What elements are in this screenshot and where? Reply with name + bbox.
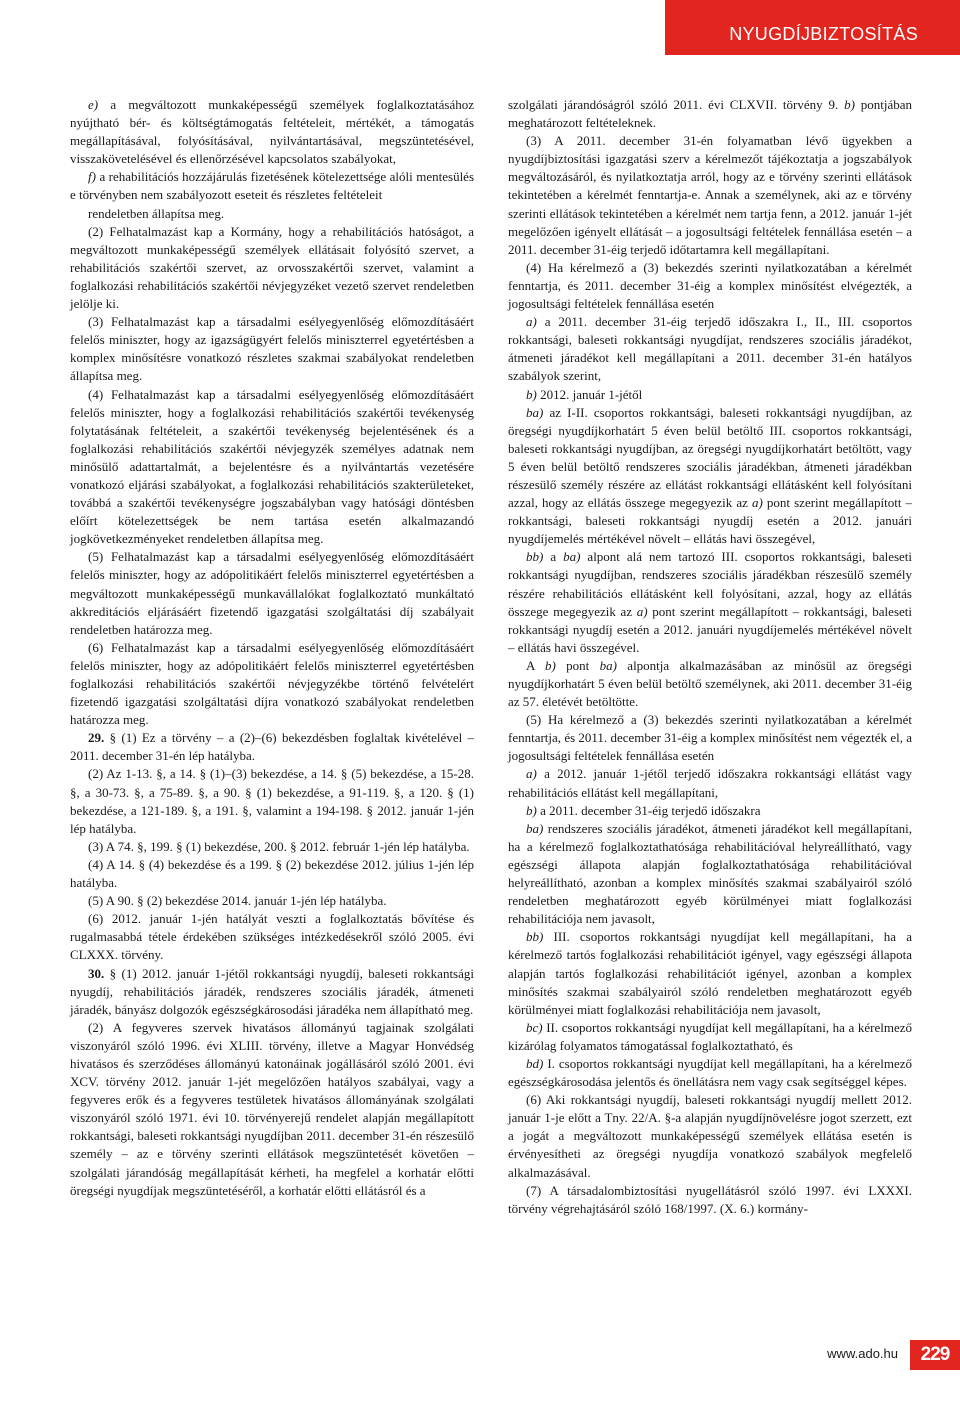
paragraph: b) 2012. január 1-jétől — [526, 386, 643, 402]
paragraph: (5) A 90. § (2) bekezdése 2014. január 1-jén lép hatályba. — [88, 893, 387, 909]
section-title: NYUGDÍJBIZTOSÍTÁS — [729, 24, 918, 44]
paragraph: rendeletben állapítsa meg. — [88, 205, 225, 221]
paragraph: (6) Aki rokkantsági nyugdíj, baleseti rokkantsági nyugdíj mellett 2012. január 1-je előtt a Tny. 22/A. §-a alapján nyugdíjnövelésre jogot szerzett, ezt a jogát a megváltozott munkaképességű személyek ellátása esetén is érvényesítheti az öregségi nyugdíja vonatkozó szabályok megfelelő alkalmazásával. — [508, 1092, 912, 1180]
paragraph: bd) I. csoportos rokkantsági nyugdíjat kell megállapítani, ha a kérelmező egészségkárosodása jelentős és önellátásra nem vagy csak segítséggel képes. — [508, 1055, 912, 1090]
paragraph: (4) A 14. § (4) bekezdése és a 199. § (2) bekezdése 2012. július 1-jén lép hatályba. — [70, 856, 474, 891]
paragraph: (6) 2012. január 1-jén hatályát veszti a foglalkoztatás bővítése és rugalmasabbá tétele érdekében szükséges intézkedésekről szóló 2005. évi CLXXX. törvény. — [70, 911, 474, 963]
page-footer — [0, 1340, 960, 1370]
paragraph: A b) pont ba) alpontja alkalmazásában az minősül az öregségi nyugdíjkorhatárt 5 éven belül betöltő személynek, aki 2011. december 31-éig az 57. életévét betöltötte. — [508, 657, 913, 710]
paragraph: (3) A 74. §, 199. § (1) bekezdése, 200. § 2012. február 1-jén lép hatályba. — [88, 838, 470, 854]
paragraph: 29. § (1) Ez a törvény – a (2)–(6) bekezdésben foglaltak kivételével – 2011. december 31-én lép hatályba. — [70, 730, 475, 764]
paragraph: (5) Felhatalmazást kap a társadalmi esélyegyenlőség előmozdításáért felelős miniszter, hogy az adópolitikáért felelős miniszterrel egyetértésben a megváltozott munkaképességű munkavállalókat foglalkoztató munkáltató akkreditációs eljárásáért fizetendő igazgatási szolgáltatási díj szabályait rendeletben határozza meg. — [70, 549, 474, 637]
page-number: 229 — [910, 1340, 960, 1370]
paragraph: (2) Felhatalmazást kap a Kormány, hogy a rehabilitációs hatóságot, a megváltozott munkaképességű személyek ellátásait folyósító szervet, a rehabilitációs szakértői szervet, az orvosszakértői szervet, valamint a foglalkozási rehabilitációs szakértői névjegyzéket vezető szervet rendeletben jelölje ki. — [70, 223, 474, 312]
paragraph: 30. § (1) 2012. január 1-jétől rokkantsági nyugdíj, baleseti rokkantsági nyugdíj, rehabilitációs járadék, rendszeres szociális járadék, átmeneti járadék, bányász dolgozók egészségkárosodási járadéka nem állapítható meg. — [70, 965, 475, 1017]
paragraph: e) a megváltozott munkaképességű személyek foglalkoztatásához nyújtható bér- és költségtámogatás feltételeit, mértékét, a támogatás megállapításával, folyósításával, nyilvántartásával, megszüntetésével, visszakövetelésével és ellenőrzésével kapcsolatos szabályokat, — [70, 97, 474, 167]
footer-url[interactable]: www.ado.hu — [827, 1346, 898, 1361]
paragraph: (7) A társadalombiztosítási nyugellátásról szóló 1997. évi LXXXI. törvény végrehajtásáról szóló 168/1997. (X. 6.) kormány- — [508, 1182, 912, 1216]
paragraph: szolgálati járandóságról szóló 2011. évi CLXVII. törvény 9. b) pontjában meghatározott feltételeknek. — [508, 97, 913, 131]
left-column — [70, 96, 474, 1200]
paragraph: (3) A 2011. december 31-én folyamatban lévő ügyekben a nyugdíjbiztosítási igazgatási szerv a kérelmezőt tájékoztatja a jogszabályok megváltozásáról, és nyilatkoztatja arról, hogy az e törvény szerinti ellátások tekintetében a kérelmét fenntartja-e. Annak a személynek, aki az e törvény szerinti ellátások tekintetében a kérelmét nem tartja fenn, a 2012. január 1-jét megelőzően igényelt ellátását – a jogosultsági feltételek fennállása esetén – a 2011. december 31-éig terjedő időtartamra kell megállapítani. — [508, 133, 912, 257]
paragraph: ba) rendszeres szociális járadékot, átmeneti járadékot kell megállapítani, ha a kérelmező foglalkoztathatósága rehabilitációval helyreállítható, vagy egészségi állapota alapján foglalkoztathatósága rehabilitációval helyreállítható, azonban a komplex minősítés szakmai szabályairól szóló rendeletben meghatározott egyéb körülményei miatt foglalkozási rehabilitációja nem javasolt, — [508, 820, 912, 927]
paragraph: (5) Ha kérelmező a (3) bekezdés szerinti nyilatkozatában a kérelmét fenntartja, és 2011. december 31-éig a komplex minősítést nem végezték el, a jogosultsági feltételek fennállása esetén — [508, 712, 912, 764]
paragraph: (2) Az 1-13. §, a 14. § (1)–(3) bekezdése, a 14. § (5) bekezdése, a 15-28. §, a 30-73. §, a 75-89. §, a 90. § (1) bekezdése, a 91-119. §, a 120. § (1) bekezdése, a 121-189. §, a 191. §, valamint a 194-198. § 2012. január 1-jén lép hatályba. — [70, 766, 474, 836]
paragraph: (3) Felhatalmazást kap a társadalmi esélyegyenlőség előmozdításáért felelős miniszter, hogy az igazságügyért felelős miniszterrel egyetértésben a komplex minősítésre vonatkozó részletes szakmai szabályokat rendeletben állapítsa meg. — [70, 314, 474, 384]
paragraph: a) a 2012. január 1-jétől terjedő időszakra rokkantsági ellátást vagy rehabilitációs ellátást kell megállapítani, — [508, 766, 913, 800]
section-header — [665, 0, 960, 55]
paragraph: b) a 2011. december 31-éig terjedő időszakra — [526, 802, 761, 818]
paragraph: a) a 2011. december 31-éig terjedő időszakra I., II., III. csoportos rokkantsági, baleseti rokkantsági nyugdíjat, rendszeres szociális járadékot, átmeneti járadékot kell megállapítani a 2011. december 31-én hatályos szabályok szerint, — [508, 314, 913, 384]
paragraph: (6) Felhatalmazást kap a társadalmi esélyegyenlőség előmozdításáért felelős miniszter, hogy az adópolitikáért felelős miniszterrel egyetértésben foglalkozási rehabilitációs szakértői névjegyzékbe történő felvételért fizetendő igazgatási szolgáltatási díjra vonatkozó szabályokat rendeletben határozza meg. — [70, 639, 474, 728]
paragraph: f) a rehabilitációs hozzájárulás fizetésének kötelezettsége alóli mentesülés e törvényben nem szabályozott eseteit és részletes feltételeit — [70, 169, 475, 203]
paragraph: (2) A fegyveres szervek hivatásos állományú tagjainak szolgálati viszonyáról szóló 1996. évi XLIII. törvény, illetve a Magyar Honvédség hivatásos és szerződéses állományú katonáinak jogállásáról szóló 2001. évi XCV. törvény 2012. január 1-jét megelőzően hatályos szabályai, vagy a fegyveres erők és a fegyveres testületek hivatásos állományának szolgálati viszonyáról szóló 1971. évi 10. törvényerejű rendelet alapján megállapított rokkantsági, baleseti rokkantsági nyugdíjban 2011. december 31-én részesülő személy – az e törvény szerinti ellátások megszüntetését követően – szolgálati járandóság megállapítását kérheti, ha megfelel a korhatár előtti öregségi nyugdíjak megszüntetéséről, a korhatár előtti ellátásról és a — [70, 1019, 474, 1198]
paragraph: (4) Felhatalmazást kap a társadalmi esélyegyenlőség előmozdításáért felelős miniszter, hogy a foglalkozási rehabilitációs szakértői tevékenység folytatásának feltételeit, a szakértői tevékenység bejelentésének és a foglalkozási rehabilitációs szakértői névjegyzék személyes adatnak nem minősülő adattartalmát, a bejelentésre és a nyilvántartás vezetésére vonatkozó eljárási szabályokat, a foglalkozási rehabilitációs szakterületeket, továbbá a szakértői tevékenységre jogszabályban vagy hatósági döntésben előírt kötelezettségek be nem tartása esetén alkalmazandó jogkövetkezményeket rendeletben állapítsa meg. — [70, 386, 474, 547]
paragraph: bb) a ba) alpont alá nem tartozó III. csoportos rokkantsági, baleseti rokkantsági nyugdíjban, rendszeres szociális járadékban részesülő személy részére rehabilitációs ellátásként kell folyósítani, azzal, hogy az ellátás összege megegyezik az a) pont szerint megállapított – rokkantsági, baleseti rokkantsági nyugdíj esetén a 2012. januári nyugdíjemelés mértékével növelt – ellátás havi összegével. — [508, 549, 913, 655]
right-column — [508, 96, 912, 1218]
paragraph: ba) az I-II. csoportos rokkantsági, baleseti rokkantsági nyugdíjban, az öregségi nyugdíjkorhatárt 5 éven belül betöltő III. csoportos rokkantsági, baleseti rokkantsági nyugdíjban, az öregségi nyugdíjkorhatárt betöltött, vagy 5 éven belül betöltő rendszeres szociális járadékban, átmeneti járadékban részesülő személy részére az ellátást rokkantsági ellátásként kell folyósítani azzal, hogy az ellátás összege megegyezik az a) pont szerint megállapított – rokkantsági, baleseti rokkantsági nyugdíj esetén a 2012. januári nyugdíjemelés mértékével növelt – ellátás havi összegével, — [508, 404, 913, 547]
paragraph: bc) II. csoportos rokkantsági nyugdíjat kell megállapítani, ha a kérelmező kizárólag folyamatos támogatással foglalkoztatható, és — [508, 1019, 913, 1053]
paragraph: bb) III. csoportos rokkantsági nyugdíjat kell megállapítani, ha a kérelmező tartós foglalkozási rehabilitációt igényel, vagy egészségi állapota alapján tartós foglalkozási rehabilitációt igényel, azonban a komplex minősítés szakmai szabályairól szóló rendeletben meghatározott egyéb körülményei miatt foglalkozási rehabilitációja nem javasolt, — [508, 929, 913, 1017]
paragraph: (4) Ha kérelmező a (3) bekezdés szerinti nyilatkozatában a kérelmét fenntartja, és 2011. december 31-éig a komplex minősítést elvégezték, a jogosultsági feltételek fennállása esetén — [508, 259, 912, 312]
